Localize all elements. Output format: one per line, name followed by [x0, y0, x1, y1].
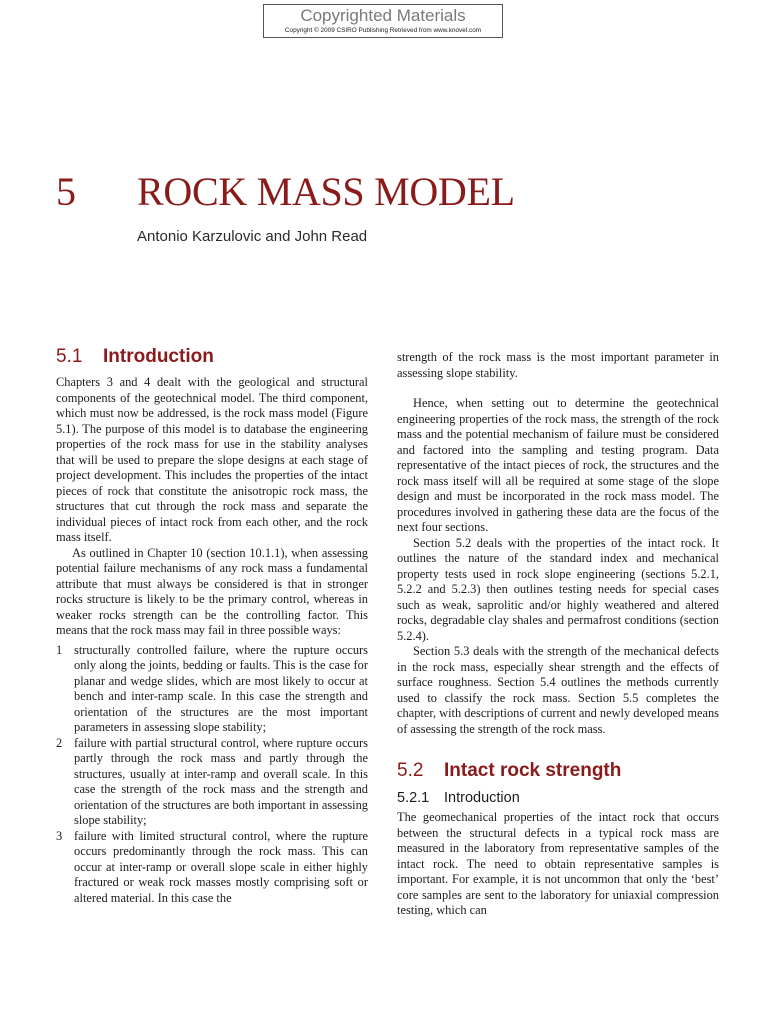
failure-modes-list: [56, 643, 368, 907]
paragraph: As outlined in Chapter 10 (section 10.1.1), when assessing potential failure mechanisms of any rock mass a fundamental attribute that must always be considered is that in stronger rocks structure is likely to be the primary control, whereas in weaker rocks strength can be the controlling factor. This means that the rock mass may fail in three possible ways:: [56, 545, 368, 637]
left-column: [56, 345, 368, 906]
chapter-authors: Antonio Karzulovic and John Read: [137, 228, 368, 245]
watermark-title: Copyrighted Materials: [300, 6, 466, 25]
paragraph: Section 5.2 deals with the properties of the intact rock. It outlines the nature of the standard index and mechanical property tests used in rock slope engineering (sections 5.2.1, 5.2.2 and 5.2.3) then outlines testing needs for special cases such as weak, saprolitic and/or highly weathered and altered rocks, degradable clay shales and permafrost conditions (section 5.2.4).: [397, 535, 719, 643]
list-item-text: structurally controlled failure, where the rupture occurs only along the joints, bedding or faults. This is the case for planar and wedge slides, which are most likely to occur at bench and inter-ramp scale. In this case the strength and orientation of the structures are the most important parameters in assessing slope stability;: [74, 642, 368, 734]
copyright-watermark: [263, 4, 503, 38]
paragraph: Hence, when setting out to determine the geotechnical engineering properties of the rock mass, the strength of the rock mass and the potential mechanism of failure must be considered and factored into the sampling and testing program. Data representative of the intact pieces of rock, the structures and the rock mass itself will all be required at some stage of the slope design and must be incorporated in the rock mass model. The procedures involved in gathering these data are the focus of the next four sections.: [397, 396, 719, 534]
paragraph: strength of the rock mass is the most important parameter in assessing slope stability.: [397, 350, 719, 380]
list-item-number: 2: [56, 735, 63, 750]
subsection-5-2-1-heading: [397, 789, 719, 807]
chapter-title: ROCK MASS MODEL: [137, 169, 515, 214]
section-5-2-heading: [397, 759, 719, 783]
list-item-number: 3: [56, 828, 63, 843]
subsection-title: Introduction: [444, 790, 520, 806]
section-5-1-heading: [56, 345, 368, 369]
chapter-number: 5: [56, 169, 76, 214]
list-item: [56, 736, 368, 829]
list-item-text: failure with limited structural control, where the rupture occurs predominantly through the rock mass. This can occur at inter-ramp or overall slope scale in either highly fractured or weak rock masses mostly comprising soft or altered material. In this case the: [74, 828, 368, 905]
watermark-line: Copyright © 2009 CSIRO Publishing Retrieved from www.knovel.com: [284, 27, 482, 34]
list-item: [56, 829, 368, 907]
list-item: [56, 643, 368, 736]
section-title: Intact rock strength: [444, 760, 622, 781]
paragraph: Chapters 3 and 4 dealt with the geological and structural components of the geotechnical model. The third component, which must now be addressed, is the rock mass model (Figure 5.1). The purpose of this model is to database the engineering properties of the rock mass for use in the stability analyses that will be used to prepare the slope designs at each stage of project development. This includes the properties of the intact pieces of rock that constitute the anisotropic rock mass, the structures that cut through the rock mass and separate the individual pieces of intact rock from each other, and the rock mass itself.: [56, 375, 368, 544]
right-column: [397, 350, 719, 919]
section-number: 5.1: [56, 346, 83, 367]
list-item-text: failure with partial structural control, where rupture occurs partly through the rock mass and partly through the structures, usually at inter-ramp and overall scale. In this case the strength of the rock mass and the strength and orientation of the structures are both important in assessing slope stability;: [74, 735, 368, 827]
section-5-2: [397, 759, 719, 919]
subsection-number: 5.2.1: [397, 790, 430, 806]
section-title: Introduction: [103, 346, 214, 367]
paragraph: The geomechanical properties of the intact rock that occurs between the structural defects in a typical rock mass are measured in the laboratory from representative samples of the intact rock. The need to obtain representative samples is important. For example, it is not uncommon that only the ‘best’ core samples are sent to the laboratory for uniaxial compression testing, which can: [397, 810, 719, 917]
list-item-number: 1: [56, 642, 63, 657]
section-number: 5.2: [397, 760, 424, 781]
paragraph: Section 5.3 deals with the strength of the mechanical defects in the rock mass, especially shear strength and the effects of surface roughness. Section 5.4 outlines the methods currently used to classify the rock mass. Section 5.5 completes the chapter, with descriptions of current and newly developed means of assessing the strength of the rock mass.: [397, 644, 719, 736]
